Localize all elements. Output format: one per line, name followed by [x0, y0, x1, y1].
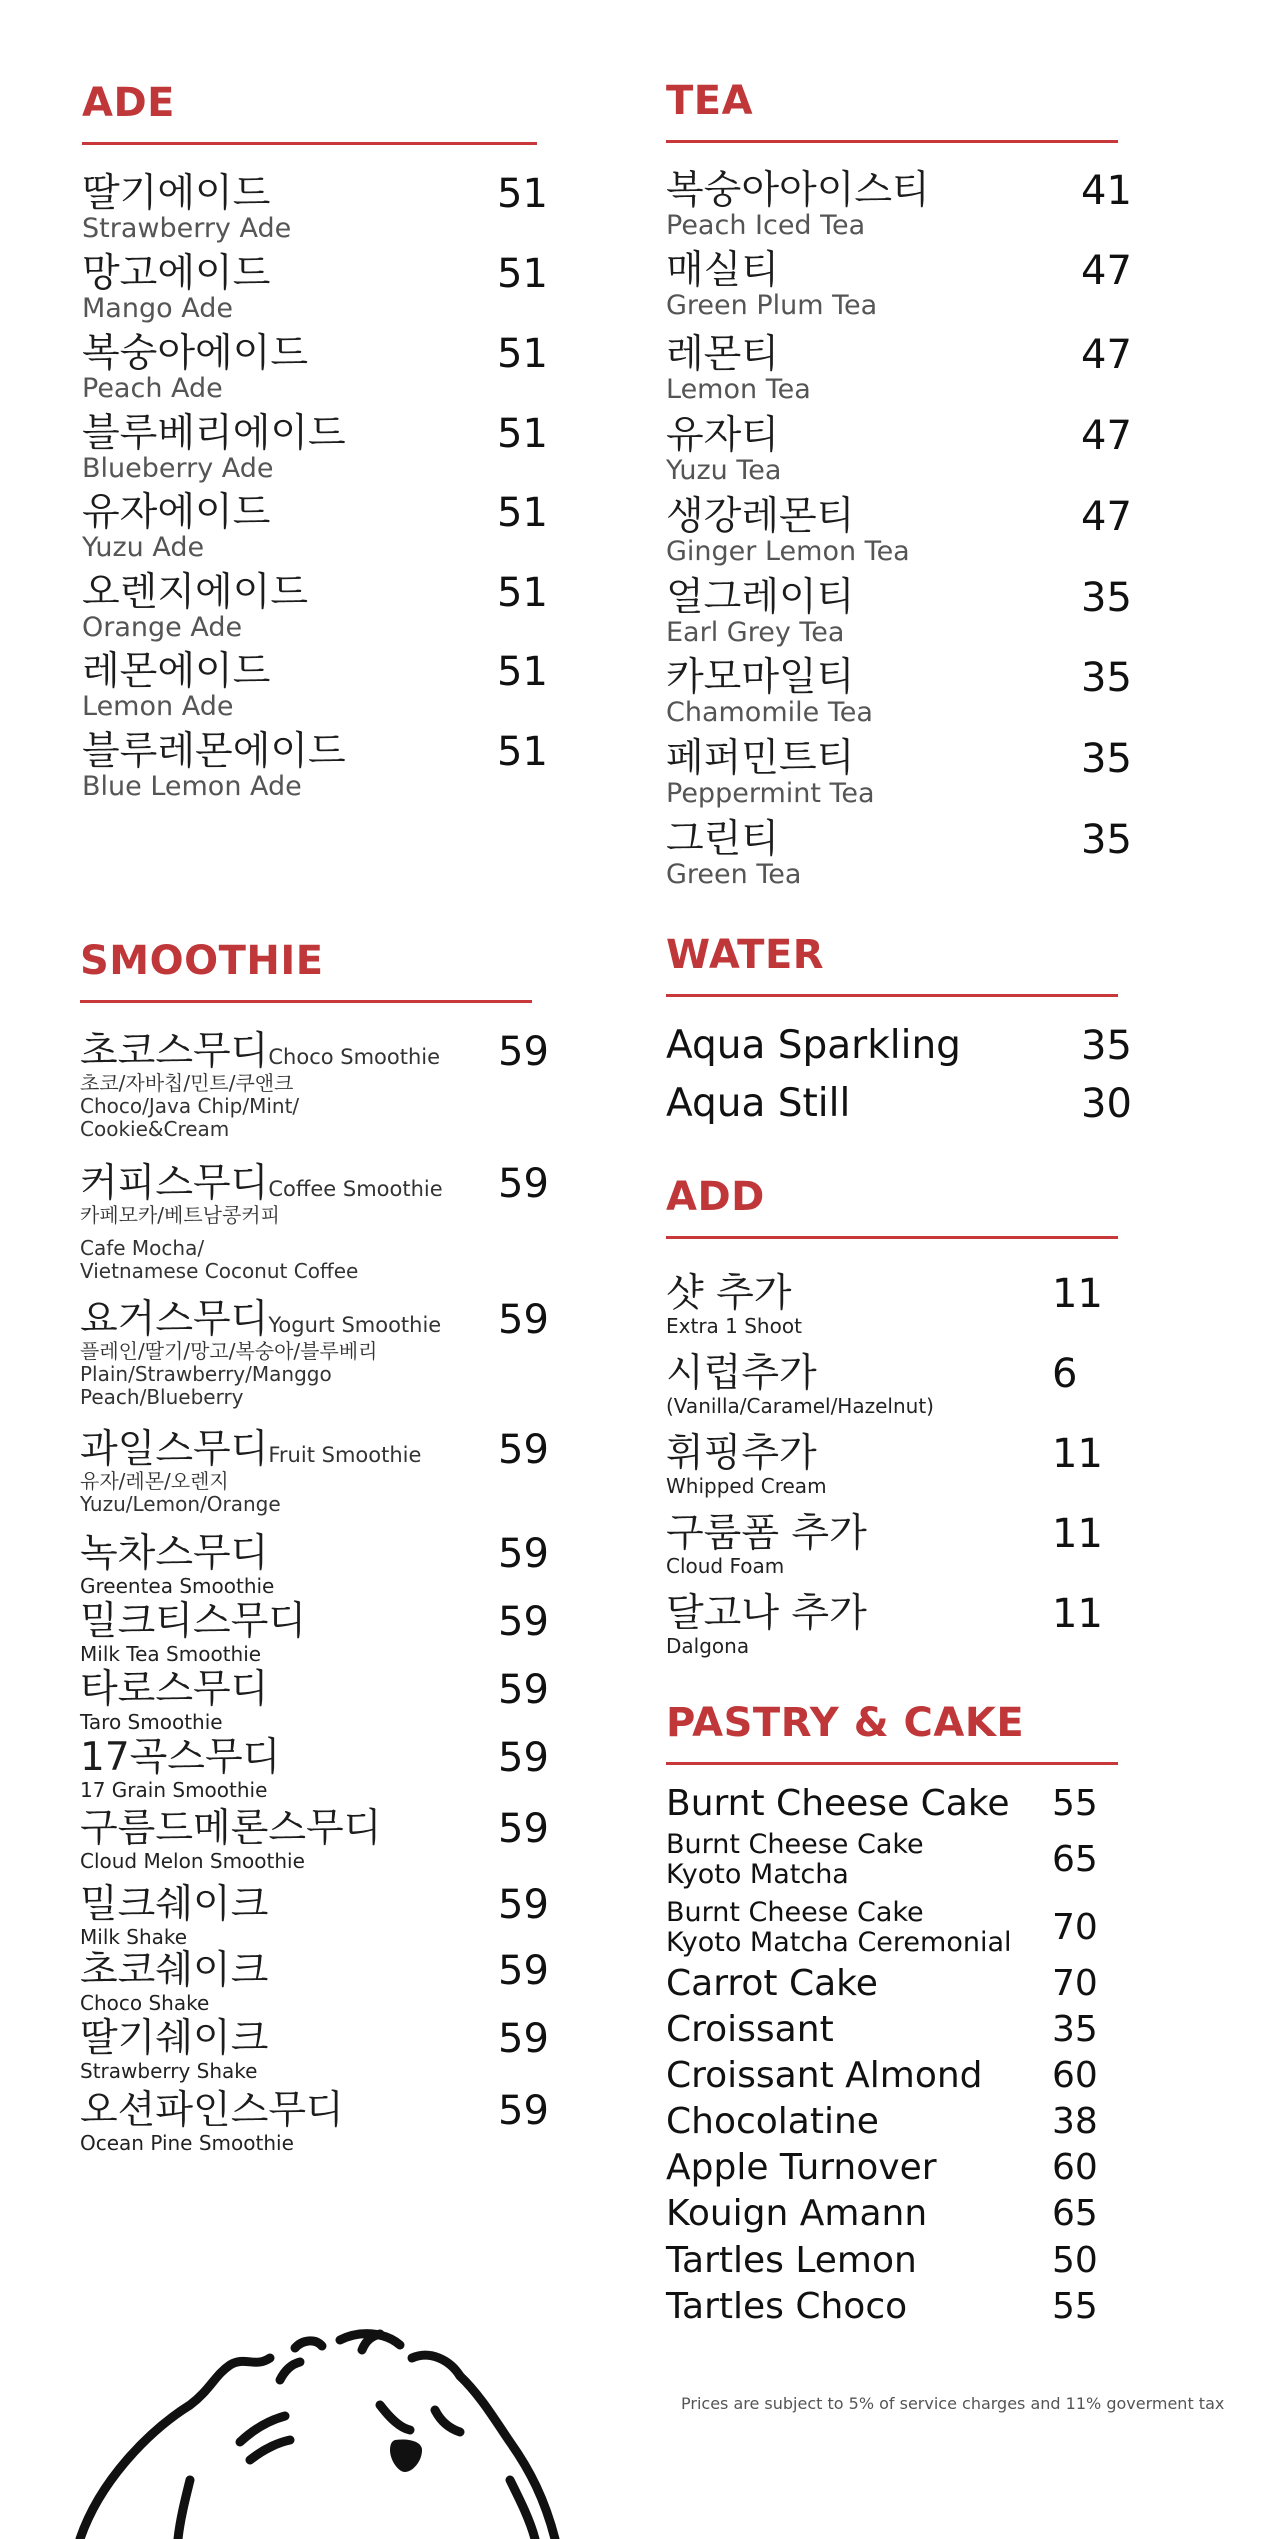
- item-name-en: Blue Lemon Ade: [82, 771, 302, 802]
- item-name-en: Ocean Pine Smoothie: [80, 2131, 294, 2155]
- menu-item: [666, 2101, 1126, 2142]
- item-name-en: Mango Ade: [82, 293, 233, 324]
- item-price: 65: [1052, 2193, 1098, 2234]
- item-name: Croissant Almond: [666, 2055, 983, 2096]
- item-name-kr: 녹차스무디: [80, 1531, 269, 1576]
- section-ade: [82, 70, 548, 802]
- item-name-kr: 복숭아에이드: [82, 331, 309, 376]
- menu-item: [80, 1948, 560, 2015]
- section-water: [666, 922, 1132, 1142]
- item-name-kr: 얼그레이티: [666, 575, 855, 620]
- menu-item: [666, 736, 1132, 809]
- item-name-en: Choco Smoothie: [268, 1045, 441, 1069]
- item-name-en: Taro Smoothie: [80, 1710, 223, 1734]
- item-name-en: Blueberry Ade: [82, 453, 274, 484]
- menu-item: [82, 490, 548, 563]
- item-name-en: Earl Grey Tea: [666, 617, 845, 648]
- item-name-en: Greentea Smoothie: [80, 1574, 275, 1598]
- menu-item: [666, 575, 1132, 648]
- menu-item-detailed: [80, 1029, 560, 1141]
- item-price: 65: [1052, 1839, 1098, 1880]
- item-name-kr: 구름드메론스무디: [80, 1806, 382, 1851]
- item-name-en: Choco Shake: [80, 1991, 210, 2015]
- sheepdog-illustration-icon: [40, 2180, 600, 2539]
- item-price: 11: [1052, 1431, 1103, 1477]
- item-name-en: Yogurt Smoothie: [268, 1313, 442, 1337]
- item-name-kr: 유자티: [666, 413, 780, 458]
- item-desc-en: Peach/Blueberry: [80, 1385, 244, 1409]
- item-name-kr: 매실티: [666, 248, 780, 293]
- menu-item: [80, 2088, 560, 2155]
- menu-item: [666, 413, 1132, 486]
- menu-item: [82, 570, 548, 643]
- item-name-kr: 망고에이드: [82, 251, 271, 296]
- section-pastry: [666, 1690, 1126, 2350]
- item-name-en: Cloud Foam: [666, 1554, 785, 1578]
- item-price: 41: [1081, 168, 1132, 214]
- menu-item: [666, 2193, 1126, 2234]
- section-tea: [666, 68, 1132, 898]
- item-price: 51: [497, 490, 548, 536]
- item-name: Tartles Lemon: [666, 2240, 917, 2281]
- item-name-kr: 샷 추가: [666, 1271, 792, 1316]
- item-price: 59: [498, 1427, 549, 1473]
- item-name-kr: 시럽추가: [666, 1351, 817, 1396]
- item-price: 35: [1081, 817, 1132, 863]
- menu-item: [666, 1830, 1126, 1890]
- item-name-kr: 생강레몬티: [666, 494, 855, 539]
- item-desc-en: Cafe Mocha/: [80, 1236, 205, 1260]
- item-price: 51: [497, 411, 548, 457]
- item-name-en: Whipped Cream: [666, 1474, 827, 1498]
- item-name: Burnt Cheese Cake: [666, 1829, 924, 1860]
- item-name: Croissant: [666, 2009, 834, 2050]
- item-name-en: Dalgona: [666, 1634, 750, 1658]
- menu-item: [666, 332, 1132, 405]
- menu-item: [80, 1806, 560, 1873]
- item-name-kr: 달고나 추가: [666, 1591, 867, 1636]
- item-price: 59: [498, 2016, 549, 2062]
- section-rule: [666, 994, 1118, 997]
- menu-item: [666, 248, 1132, 321]
- item-desc-en: Yuzu/Lemon/Orange: [80, 1492, 281, 1516]
- menu-item: [666, 1963, 1126, 2004]
- item-price: 59: [498, 1599, 549, 1645]
- item-price: 47: [1081, 413, 1132, 459]
- item-price: 70: [1052, 1907, 1098, 1948]
- item-name-kr: 커피스무디: [80, 1161, 269, 1206]
- item-price: 51: [497, 570, 548, 616]
- menu-item: [82, 729, 548, 802]
- item-name-kr: 카모마일티: [666, 655, 855, 700]
- menu-item-detailed: [80, 1297, 560, 1409]
- item-price: 59: [498, 1667, 549, 1713]
- item-name-en: Coffee Smoothie: [268, 1177, 443, 1201]
- item-name-kr: 블루레몬에이드: [82, 729, 346, 774]
- item-name: Tartles Choco: [666, 2286, 908, 2327]
- menu-item: [666, 1271, 1118, 1338]
- item-name: Chocolatine: [666, 2101, 879, 2142]
- item-desc-en: Vietnamese Coconut Coffee: [80, 1259, 359, 1283]
- item-name-en: Strawberry Ade: [82, 213, 292, 244]
- menu-item: [82, 331, 548, 404]
- item-price: 47: [1081, 248, 1132, 294]
- section-rule: [80, 1000, 532, 1003]
- menu-item: [82, 411, 548, 484]
- item-price: 47: [1081, 332, 1132, 378]
- item-name-en: Extra 1 Shoot: [666, 1314, 802, 1338]
- menu-item: [666, 1898, 1126, 1958]
- menu-item: [666, 1783, 1126, 1824]
- item-price: 35: [1081, 575, 1132, 621]
- menu-item: [666, 2286, 1126, 2327]
- menu-item: [666, 655, 1132, 728]
- item-name-kr: 딸기에이드: [82, 171, 271, 216]
- item-desc-kr: 초코/자바칩/민트/쿠앤크: [80, 1071, 294, 1095]
- item-price: 55: [1052, 2286, 1098, 2327]
- item-price: 11: [1052, 1271, 1103, 1317]
- item-name-en: Orange Ade: [82, 612, 243, 643]
- item-name-kr: 밀크쉐이크: [80, 1882, 269, 1927]
- item-name-kr: 레몬에이드: [82, 649, 271, 694]
- menu-item: [82, 171, 548, 244]
- menu-item: [666, 2009, 1126, 2050]
- menu-item: [666, 1023, 1132, 1069]
- menu-item-detailed: [80, 1161, 560, 1283]
- section-rule: [666, 1762, 1118, 1765]
- menu-item: [666, 1431, 1118, 1498]
- item-name-kr: 요거스무디: [80, 1297, 269, 1342]
- menu-item: [80, 1531, 560, 1598]
- item-name-kr: 복숭아아이스티: [666, 168, 930, 213]
- item-price: 51: [497, 331, 548, 377]
- item-desc-en: Choco/Java Chip/Mint/: [80, 1094, 300, 1118]
- item-price: 51: [497, 729, 548, 775]
- item-name-line2: Kyoto Matcha Ceremonial: [666, 1927, 1012, 1958]
- item-name: Burnt Cheese Cake: [666, 1783, 1010, 1824]
- menu-item: [666, 1511, 1118, 1578]
- menu-item: [80, 1599, 560, 1666]
- section-rule: [666, 1236, 1118, 1239]
- item-name-kr: 딸기쉐이크: [80, 2016, 269, 2061]
- item-price: 50: [1052, 2240, 1098, 2281]
- section-rule: [666, 140, 1118, 143]
- item-name-en: Yuzu Ade: [82, 532, 205, 563]
- item-price: 60: [1052, 2147, 1098, 2188]
- item-price: 60: [1052, 2055, 1098, 2096]
- item-desc-en: Cookie&Cream: [80, 1117, 230, 1141]
- section-title-water: WATER: [666, 932, 825, 978]
- item-price: 30: [1081, 1081, 1132, 1127]
- item-name-en: 17 Grain Smoothie: [80, 1778, 268, 1802]
- item-name: Aqua Still: [666, 1081, 851, 1126]
- item-price: 35: [1081, 736, 1132, 782]
- section-title-pastry: PASTRY & CAKE: [666, 1700, 1025, 1746]
- item-name-en: Green Tea: [666, 859, 802, 890]
- item-name-kr: 오션파인스무디: [80, 2088, 344, 2133]
- menu-item: [666, 2147, 1126, 2188]
- item-price: 11: [1052, 1591, 1103, 1637]
- menu-item-detailed: [80, 1427, 560, 1516]
- item-name-kr: 초코스무디: [80, 1029, 269, 1074]
- item-name-en: Peach Ade: [82, 373, 223, 404]
- item-desc-kr: 유자/레몬/오렌지: [80, 1469, 229, 1493]
- item-price: 70: [1052, 1963, 1098, 2004]
- item-price: 59: [498, 1297, 549, 1343]
- item-price: 59: [498, 1948, 549, 1994]
- menu-item: [666, 817, 1132, 890]
- item-price: 47: [1081, 494, 1132, 540]
- item-name-kr: 구룸폼 추가: [666, 1511, 867, 1556]
- item-name-en: Ginger Lemon Tea: [666, 536, 910, 567]
- menu-item: [666, 1591, 1118, 1658]
- item-price: 35: [1081, 1023, 1132, 1069]
- item-name-kr: 레몬티: [666, 332, 780, 377]
- item-name-en: Lemon Ade: [82, 691, 234, 722]
- menu-item: [80, 2016, 560, 2083]
- item-name-en: Strawberry Shake: [80, 2059, 258, 2083]
- item-name-kr: 타로스무디: [80, 1667, 269, 1712]
- item-name: Burnt Cheese Cake: [666, 1897, 924, 1928]
- menu-item: [80, 1667, 560, 1734]
- item-price: 35: [1052, 2009, 1098, 2050]
- section-title-ade: ADE: [82, 80, 175, 126]
- item-price: 51: [497, 251, 548, 297]
- item-price: 59: [498, 1531, 549, 1577]
- item-name-kr: 과일스무디: [80, 1427, 269, 1472]
- menu-item: [666, 168, 1132, 241]
- item-name-en: Green Plum Tea: [666, 290, 878, 321]
- section-rule: [82, 142, 537, 145]
- item-name: Aqua Sparkling: [666, 1023, 961, 1068]
- item-name-en: (Vanilla/Caramel/Hazelnut): [666, 1394, 934, 1418]
- item-price: 38: [1052, 2101, 1098, 2142]
- menu-item: [666, 2055, 1126, 2096]
- item-name: Carrot Cake: [666, 1963, 878, 2004]
- item-name-kr: 블루베리에이드: [82, 411, 346, 456]
- menu-item: [82, 251, 548, 324]
- item-price: 59: [498, 1806, 549, 1852]
- menu-item: [666, 1351, 1118, 1418]
- menu-item: [666, 494, 1132, 567]
- item-price: 11: [1052, 1511, 1103, 1557]
- item-price: 35: [1081, 655, 1132, 701]
- item-name-en: Chamomile Tea: [666, 697, 873, 728]
- item-price: 6: [1052, 1351, 1078, 1397]
- menu-item: [666, 2240, 1126, 2281]
- item-name-kr: 초코쉐이크: [80, 1948, 269, 1993]
- item-name-kr: 17곡스무디: [80, 1735, 281, 1780]
- item-name-kr: 휘핑추가: [666, 1431, 817, 1476]
- item-name-en: Fruit Smoothie: [268, 1443, 422, 1467]
- item-name-kr: 밀크티스무디: [80, 1599, 307, 1644]
- item-price: 51: [497, 649, 548, 695]
- item-name: Apple Turnover: [666, 2147, 937, 2188]
- item-price: 59: [498, 1735, 549, 1781]
- item-price: 59: [498, 1161, 549, 1207]
- section-smoothie: [80, 928, 560, 2168]
- item-name-line2: Kyoto Matcha: [666, 1859, 849, 1890]
- item-name-kr: 페퍼민트티: [666, 736, 855, 781]
- item-name-en: Yuzu Tea: [666, 455, 782, 486]
- item-price: 59: [498, 2088, 549, 2134]
- section-add: [666, 1164, 1118, 1674]
- item-desc-kr: 카페모카/베트남콩커피: [80, 1203, 280, 1227]
- item-name-en: Cloud Melon Smoothie: [80, 1849, 305, 1873]
- section-title-smoothie: SMOOTHIE: [80, 938, 324, 984]
- item-name-en: Milk Shake: [80, 1925, 188, 1949]
- item-name-kr: 유자에이드: [82, 490, 271, 535]
- item-name-en: Peach Iced Tea: [666, 210, 866, 241]
- menu-item: [82, 649, 548, 722]
- item-name-kr: 그린티: [666, 817, 780, 862]
- item-name-en: Lemon Tea: [666, 374, 811, 405]
- item-name-en: Milk Tea Smoothie: [80, 1642, 262, 1666]
- item-price: 51: [497, 171, 548, 217]
- item-price: 59: [498, 1029, 549, 1075]
- item-price: 55: [1052, 1783, 1098, 1824]
- menu-item: [666, 1081, 1132, 1127]
- item-desc-kr: 플레인/딸기/망고/복숭아/블루베리: [80, 1339, 378, 1363]
- item-name: Kouign Amann: [666, 2193, 928, 2234]
- menu-item: [80, 1882, 560, 1949]
- menu-item: [80, 1735, 560, 1802]
- tax-note: Prices are subject to 5% of service charges and 11% goverment tax: [681, 2394, 1225, 2413]
- section-title-add: ADD: [666, 1174, 765, 1220]
- item-price: 59: [498, 1882, 549, 1928]
- section-title-tea: TEA: [666, 78, 754, 124]
- item-name-kr: 오렌지에이드: [82, 570, 309, 615]
- item-desc-en: Plain/Strawberry/Manggo: [80, 1362, 332, 1386]
- item-name-en: Peppermint Tea: [666, 778, 875, 809]
